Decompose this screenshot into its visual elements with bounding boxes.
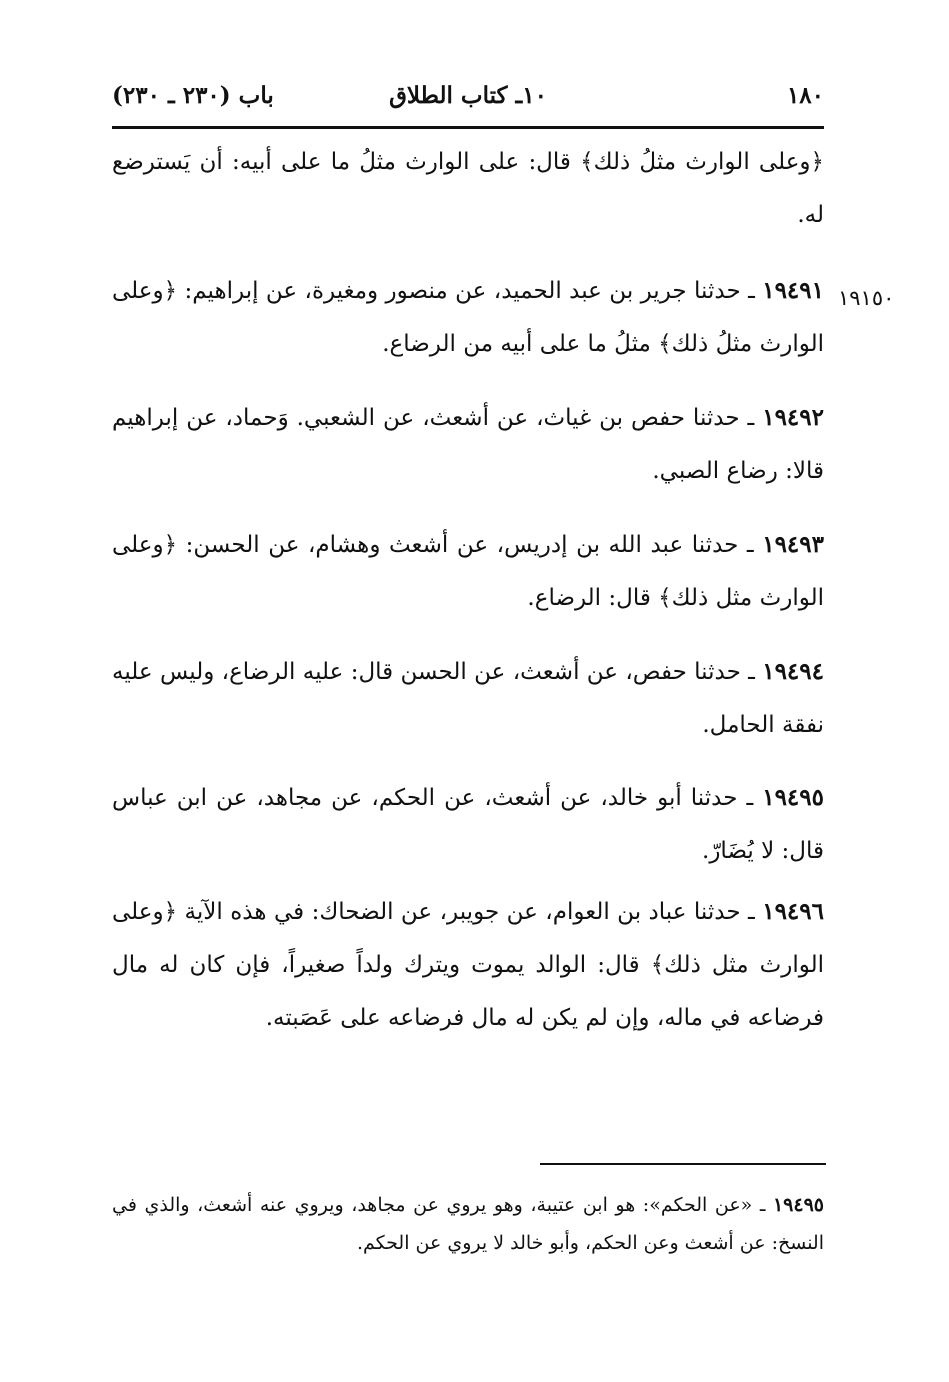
- hadith-paragraph: [112, 264, 824, 371]
- paragraph-text: ـ حدثنا عبد الله بن إدريس، عن أشعث وهشام، عن الحسن: ﴿وعلى الوارث مثل ذلك﴾ قال: الرضاع.: [112, 532, 824, 611]
- hadith-number: ١٩٤٩٥: [762, 784, 824, 811]
- hadith-paragraph: [112, 645, 824, 752]
- page-header: [112, 82, 824, 122]
- footnote-divider: [540, 1163, 826, 1165]
- hadith-number: ١٩٤٩٦: [762, 898, 824, 925]
- hadith-paragraph: [112, 885, 824, 1045]
- page-number: ١٨٠: [786, 82, 824, 109]
- footnote: [112, 1186, 824, 1262]
- paragraph-text: ـ حدثنا حفص، عن أشعث، عن الحسن قال: عليه الرضاع، وليس عليه نفقة الحامل.: [112, 659, 824, 738]
- hadith-number: ١٩٤٩٤: [762, 658, 824, 685]
- paragraph-text: ـ حدثنا جرير بن عبد الحميد، عن منصور ومغيرة، عن إبراهيم: ﴿وعلى الوارث مثلُ ذلك﴾ مثلُ ما على أبيه من الرضاع.: [112, 278, 824, 357]
- chapter-heading: باب (٢٣٠ ـ ٢٣٠): [112, 82, 274, 109]
- paragraph-text: ـ حدثنا أبو خالد، عن أشعث، عن الحكم، عن مجاهد، عن ابن عباس قال: لا يُضَارّ.: [112, 785, 824, 864]
- hadith-number: ١٩٤٩١: [762, 277, 824, 304]
- margin-reference-number: ١٩١٥٠: [838, 286, 895, 310]
- footnote-number: ١٩٤٩٥: [772, 1194, 824, 1216]
- hadith-paragraph: [112, 518, 824, 625]
- footnote-text: ـ «عن الحكم»: هو ابن عتيبة، وهو يروي عن مجاهد، ويروي عنه أشعث، والذي في النسخ: عن أشعث وعن الحكم، وأبو خالد لا يروي عن الحكم.: [112, 1194, 824, 1254]
- paragraph-text: ﴿وعلى الوارث مثلُ ذلك﴾ قال: على الوارث مثلُ ما على أبيه: أن يَسترضع له.: [112, 149, 824, 228]
- paragraph-continuation: [112, 136, 824, 242]
- paragraph-text: ـ حدثنا عباد بن العوام، عن جويبر، عن الضحاك: في هذه الآية ﴿وعلى الوارث مثل ذلك﴾ قال: الوالد يموت ويترك ولداً صغيراً، فإن كان له مال فرضاعه في ماله، وإن لم يكن له مال فرضاعه على عَصَبته.: [112, 899, 824, 1031]
- paragraph-text: ـ حدثنا حفص بن غياث، عن أشعث، عن الشعبي. وَحماد، عن إبراهيم قالا: رضاع الصبي.: [112, 405, 824, 484]
- hadith-number: ١٩٤٩٢: [762, 404, 824, 431]
- hadith-number: ١٩٤٩٣: [762, 531, 824, 558]
- hadith-paragraph: [112, 771, 824, 878]
- book-title: ١٠ـ كتاب الطلاق: [389, 82, 547, 109]
- hadith-paragraph: [112, 391, 824, 498]
- header-divider: [112, 126, 824, 129]
